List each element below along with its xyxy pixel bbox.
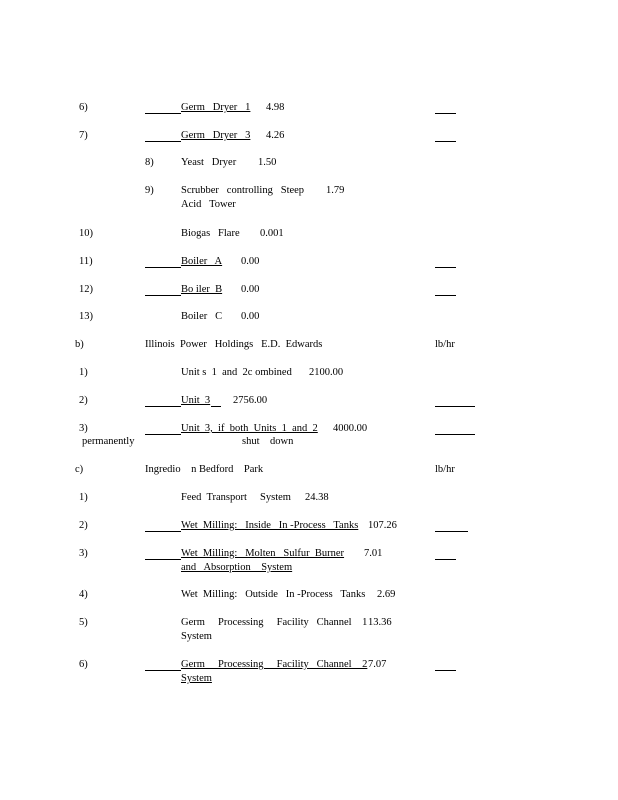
- item-value: 4.98: [266, 102, 285, 113]
- item-number: 6): [79, 102, 88, 113]
- item-description: Feed Transport System: [181, 492, 291, 503]
- item-value: 24.38: [305, 492, 329, 503]
- item-description-line2: and Absorption System: [181, 562, 293, 573]
- item-number: 7): [79, 130, 88, 141]
- item-number: 3): [79, 423, 88, 434]
- item-number: 11): [79, 256, 93, 267]
- blank-rule: [435, 113, 456, 114]
- item-description: Boiler A: [181, 256, 223, 267]
- item-description-line2: shut down: [242, 436, 294, 447]
- item-number: 3): [79, 548, 88, 559]
- item-number: 1): [79, 367, 88, 378]
- item-value: 0.00: [241, 256, 260, 267]
- item-description: Unit 3, if both Units 1 and 2: [181, 423, 318, 434]
- item-description: Wet Milling: Molten Sulfur Burner: [181, 548, 345, 559]
- underline-rule: [145, 113, 181, 114]
- item-value: 2756.00: [233, 395, 268, 406]
- item-number: 4): [79, 589, 88, 600]
- item-value: 4.26: [266, 130, 285, 141]
- underline-rule: [145, 406, 181, 407]
- underline-rule: [145, 670, 181, 671]
- blank-rule: [435, 141, 456, 142]
- blank-rule: [435, 559, 456, 560]
- unit-label: lb/hr: [435, 339, 455, 350]
- item-description: Germ Dryer 3: [181, 130, 251, 141]
- underline-rule: [145, 141, 181, 142]
- blank-rule: [435, 406, 475, 407]
- item-number: 13): [79, 311, 93, 322]
- item-number-continued: permanently: [82, 436, 135, 447]
- item-number: 5): [79, 617, 88, 628]
- item-description-line2: System: [181, 631, 212, 642]
- section-label: c): [75, 464, 84, 475]
- item-value: 0.001: [260, 228, 284, 239]
- item-number: 6): [79, 659, 88, 670]
- item-value: 13.36: [368, 617, 392, 628]
- item-number: 2): [79, 520, 88, 531]
- underline-rule: [145, 295, 181, 296]
- item-number: 9): [145, 185, 154, 196]
- item-description-line2: System: [181, 673, 212, 684]
- item-description: Germ Processing Facility Channel 1: [181, 617, 368, 628]
- blank-rule: [435, 295, 456, 296]
- item-value: 1.50: [258, 157, 277, 168]
- item-description: Germ Processing Facility Channel 2: [181, 659, 368, 670]
- item-value: 1.79: [326, 185, 345, 196]
- item-description: Wet Milling: Outside In -Process Tanks: [181, 589, 366, 600]
- item-description-line2: Acid Tower: [181, 199, 236, 210]
- item-description: Unit s 1 and 2c ombined: [181, 367, 292, 378]
- section-label: b): [75, 339, 84, 350]
- item-number: 8): [145, 157, 154, 168]
- item-value: 2100.00: [309, 367, 344, 378]
- item-value: 7.07: [368, 659, 387, 670]
- item-number: 10): [79, 228, 93, 239]
- underline-rule: [145, 267, 181, 268]
- underline-rule: [145, 559, 181, 560]
- item-description: Biogas Flare: [181, 228, 240, 239]
- item-description: Germ Dryer 1: [181, 102, 251, 113]
- item-number: 2): [79, 395, 88, 406]
- item-value: 4000.00: [333, 423, 368, 434]
- item-description: Scrubber controlling Steep: [181, 185, 305, 196]
- section-title: Ingredio n Bedford Park: [145, 464, 264, 475]
- blank-rule: [435, 267, 456, 268]
- item-number: 1): [79, 492, 88, 503]
- underline-rule: [211, 406, 221, 407]
- item-description: Unit 3: [181, 395, 211, 406]
- item-value: 7.01: [364, 548, 383, 559]
- item-value: 107.26: [368, 520, 397, 531]
- blank-rule: [435, 670, 456, 671]
- item-description: Bo iler B: [181, 284, 223, 295]
- section-title: Illinois Power Holdings E.D. Edwards: [145, 339, 323, 350]
- item-number: 12): [79, 284, 93, 295]
- item-description: Yeast Dryer: [181, 157, 237, 168]
- item-value: 0.00: [241, 311, 260, 322]
- blank-rule: [435, 434, 475, 435]
- underline-rule: [145, 434, 181, 435]
- underline-rule: [145, 531, 181, 532]
- item-description: Wet Milling: Inside In -Process Tanks: [181, 520, 359, 531]
- item-value: 0.00: [241, 284, 260, 295]
- item-value: 2.69: [377, 589, 396, 600]
- blank-rule: [435, 531, 468, 532]
- unit-label: lb/hr: [435, 464, 455, 475]
- item-description: Boiler C: [181, 311, 223, 322]
